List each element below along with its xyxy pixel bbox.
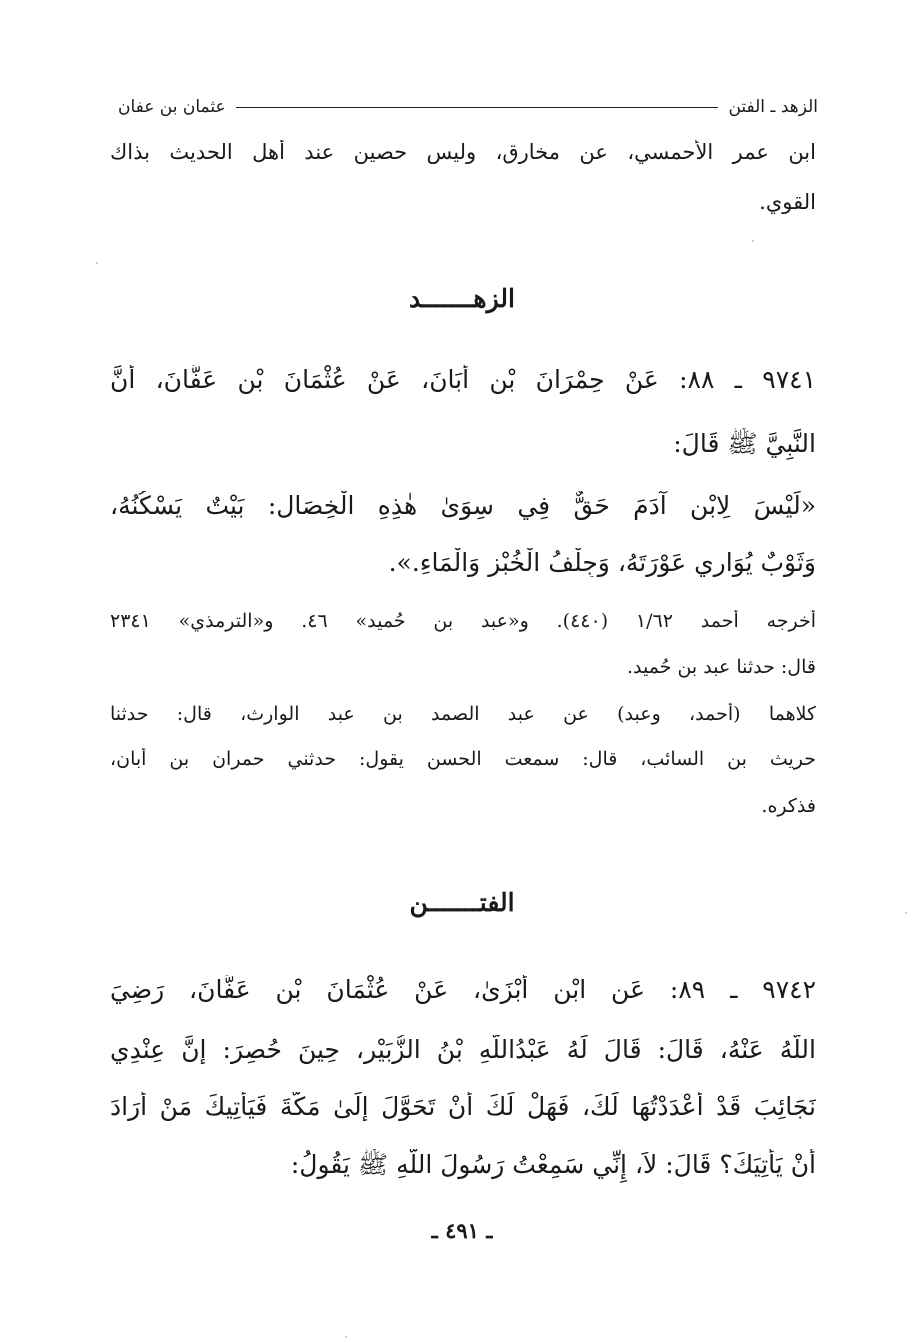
- hadith-line: أَنْ يَأْتِيَكَ؟ قَالَ: لاَ، إِنِّي سَمِعْتُ رَسُولَ اللَّهِ ﷺ يَقُولُ:: [290, 1150, 816, 1179]
- hadith-line: النَّبِيَّ ﷺ قَالَ:: [673, 429, 816, 458]
- takhrij-line: حريث بن السائب، قال: سمعت الحسن يقول: حدثني حمران بن أبان،: [110, 748, 816, 770]
- section-title-zuhd: الزهـــــــد: [409, 284, 515, 313]
- intro-line: ابن عمر الأحمسي، عن مخارق، وليس حصين عند أهل الحديث بذاك: [110, 140, 816, 164]
- hadith-line: «لَيْسَ لِابْنِ آدَمَ حَقٌّ فِي سِوَىٰ هٰذِهِ الْخِصَالِ: بَيْتٌ يَسْكُنُهُ،: [110, 491, 816, 520]
- header-chapter: الزهد ـ الفتن: [728, 97, 818, 117]
- hadith-line: وَثَوْبٌ يُوَارِي عَوْرَتَهُ، وَجِلْفُ الْخُبْزِ وَالْمَاءِ.».: [388, 548, 816, 577]
- takhrij-line: أخرجه أحمد ١/٦٢ (٤٤٠). و«عبد بن حُميد» ٤٦. و«الترمذي» ٢٣٤١: [110, 610, 816, 632]
- scan-speck: [905, 912, 907, 914]
- section-title-fitan: الفتـــــــن: [409, 888, 515, 917]
- header-rule: [236, 107, 719, 108]
- intro-line: القوي.: [759, 190, 816, 214]
- hadith-line: ٩٧٤٢ ـ ٨٩: عَنِ ابْنِ أَبْزَىٰ، عَنْ عُثْمَانَ بْنِ عَفَّانَ، رَضِيَ: [110, 975, 816, 1004]
- takhrij-line: كلاهما (أحمد، وعبد) عن عبد الصمد بن عبد الوارث، قال: حدثنا: [110, 703, 816, 725]
- hadith-line: اللَّهُ عَنْهُ، قَالَ: قَالَ لَهُ عَبْدُاللَّهِ بْنُ الزُّبَيْرِ، حِينَ حُصِرَ: إِنَّ عِنْدِي: [110, 1035, 816, 1064]
- scan-speck: [345, 1336, 347, 1338]
- page-number: ـ ٤٩١ ـ: [431, 1218, 493, 1243]
- scan-speck: [96, 262, 98, 264]
- takhrij-line: قال: حدثنا عبد بن حُميد.: [626, 656, 816, 678]
- hadith-line: نَجَائِبَ قَدْ أَعْدَدْتُهَا لَكَ، فَهَلْ لَكَ أَنْ تَحَوَّلَ إِلَىٰ مَكَّةَ فَيَأْتِيكَ مَنْ أَرَادَ: [110, 1092, 816, 1121]
- header-narrator: عثمان بن عفان: [118, 97, 226, 117]
- scan-speck: [752, 240, 754, 242]
- running-header: [118, 92, 818, 122]
- takhrij-line: فذكره.: [761, 795, 816, 817]
- hadith-line: ٩٧٤١ ـ ٨٨: عَنْ حِمْرَانَ بْنِ أَبَانَ، عَنْ عُثْمَانَ بْنِ عَفَّانَ، أَنَّ: [110, 365, 816, 394]
